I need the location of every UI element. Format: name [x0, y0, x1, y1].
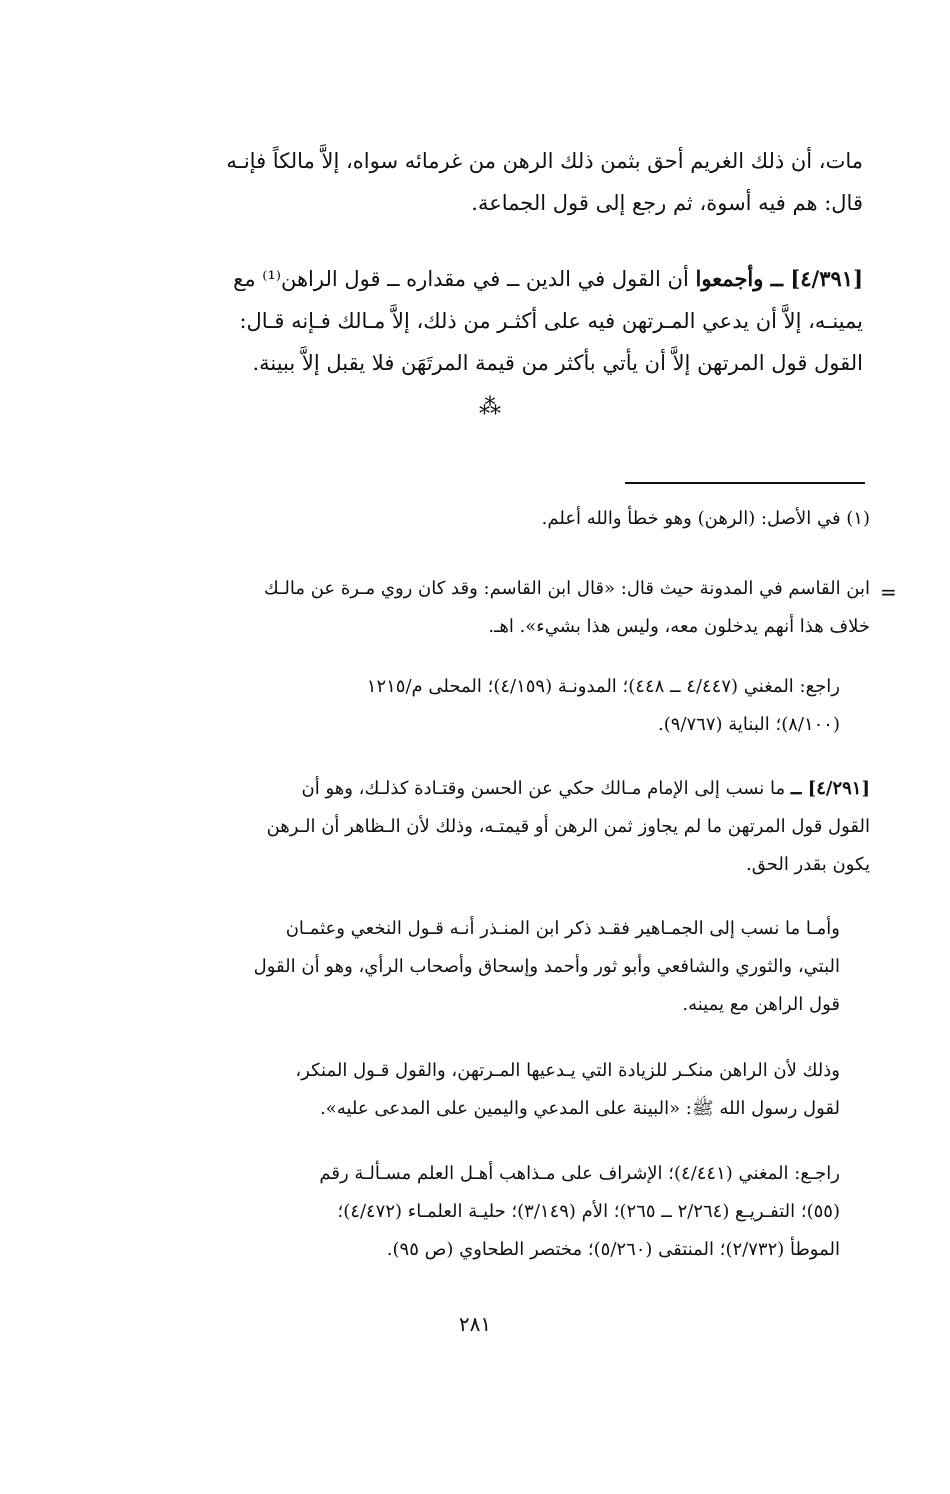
text-line: راجـع: المغني (٤/٤٤١)؛ الإشراف على مـذاهب أهـل العلم مسـألـة رقم: [319, 1163, 840, 1184]
text-line: البتي، والثوري والشافعي وأبو ثور وأحمد وإسحاق وأصحاب الرأي، وهو أن القول: [253, 956, 840, 977]
text-line: (٨/١٠٠)؛ البناية (٩/٧٦٧).: [658, 714, 840, 735]
text-line: القول قول المرتهن إلاَّ أن يأتي بأكثر من قيمة المرتَهَن فلا يقبل إلاَّ ببينة.: [252, 351, 863, 375]
main-paragraph-2: [128, 258, 863, 384]
text-line: يمينـه، إلاَّ أن يدعي المـرتهن فيه على أكثـر من ذلك، إلاَّ مـالك فـإنه قـال:: [239, 309, 863, 333]
page-number: ٢٨١: [458, 1312, 492, 1336]
text-line: (٥٥)؛ التفـريـع (٢/٢٦٤ ــ ٢٦٥)؛ الأم (٣/١٤٩)؛ حليـة العلمـاء (٤/٤٧٢)؛: [337, 1201, 840, 1222]
section-separator: ⁂: [479, 395, 501, 420]
footnote-1: [128, 500, 870, 538]
text-line: وأمـا ما نسب إلى الجمـاهير فقـد ذكر ابن المنـذر أنـه قـول النخعي وعثمـان: [285, 918, 840, 939]
commentary-paragraph-5: [128, 1052, 870, 1128]
text-line: مات، أن ذلك الغريم أحق بثمن ذلك الرهن من غرمائه سواه، إلاَّ مالكاً فإنـه: [226, 149, 863, 173]
text-span: ما نسب إلى الإمام مـالك حكي عن الحسن وقتـادة كذلـك، وهو أن: [301, 778, 791, 799]
text-line: وذلك لأن الراهن منكـر للزيادة التي يـدعيها المـرتهن، والقول قـول المنكر،: [295, 1060, 840, 1081]
text-line: راجع: المغني (٤/٤٤٧ ــ ٤٤٨)؛ المدونـة (٤/١٥٩)؛ المحلى م/١٢١٥: [366, 676, 840, 697]
text-line: قال: هم فيه أسوة، ثم رجع إلى قول الجماعة.: [471, 191, 863, 215]
commentary-paragraph-1: [128, 570, 870, 646]
text-line: يكون بقدر الحق.: [745, 854, 870, 875]
footnote-rule: [625, 482, 865, 484]
main-paragraph-1: [128, 140, 863, 224]
text-line: [128, 770, 870, 808]
text-line: لقول رسول الله ﷺ: «البينة على المدعي واليمين على المدعى عليه».: [320, 1098, 840, 1119]
text-line: قول الراهن مع يمينه.: [682, 994, 840, 1015]
entry-reference: [٤/٣٩١] ــ وأجمعوا: [695, 266, 863, 291]
commentary-paragraph-3: [128, 770, 870, 884]
entry-reference: [٤/٢٩١] ــ: [790, 778, 870, 799]
text-line: [128, 258, 863, 300]
text-line: الموطأ (٢/٧٣٢)؛ المنتقى (٥/٢٦٠)؛ مختصر الطحاوي (ص ٩٥).: [386, 1239, 840, 1260]
text-line: ابن القاسم في المدونة حيث قال: «قال ابن القاسم: وقد كان روي مـرة عن مالـك: [263, 578, 870, 599]
text-line: خلاف هذا أنهم يدخلون معه، وليس هذا بشيء». اهـ.: [488, 616, 870, 637]
commentary-paragraph-2: [128, 668, 870, 744]
commentary-paragraph-4: [128, 910, 870, 1024]
text-line: (١) في الأصل: (الرهن) وهو خطأ والله أعلم.: [541, 508, 870, 529]
text-line: القول قول المرتهن ما لم يجاوز ثمن الرهن أو قيمتـه، وذلك لأن الـظاهر أن الـرهن: [266, 816, 870, 837]
continuation-mark: =: [880, 580, 897, 604]
commentary-paragraph-6: [128, 1155, 870, 1269]
text-span: أن القول في الدين ــ في مقداره ــ قول الراهن⁽¹⁾ مع: [233, 267, 696, 291]
